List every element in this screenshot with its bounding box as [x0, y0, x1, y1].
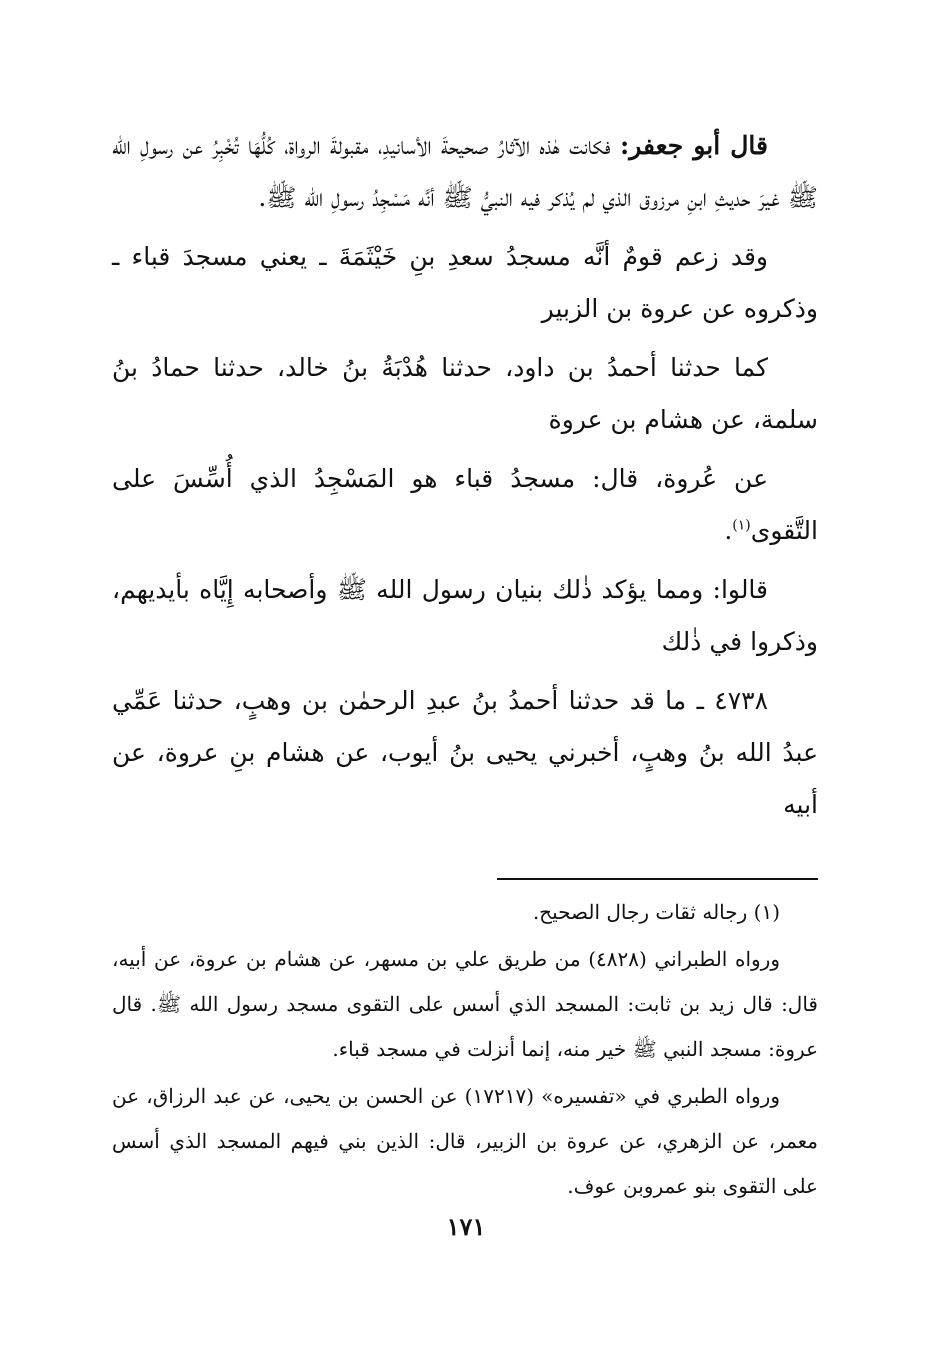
paragraph-abu-jafar [112, 120, 818, 224]
paragraph-lead: قال أبو جعفر: [620, 131, 768, 160]
main-text-block [112, 120, 818, 838]
footnote-1: (١) رجاله ثقات رجال الصحيح. [532, 900, 780, 924]
paragraph-qalu: قالوا: ومما يؤكد ذٰلك بنيان رسول الله ﷺ وأصحابه إِيَّاه بأيديهم، وذكروا في ذٰلك [112, 575, 818, 656]
paragraph-claim: وقد زعم قومٌ أنَّه مسجدُ سعدِ بنِ خَيْثَمَةَ ـ يعني مسجدَ قباء ـ وذكروه عن عروة بن الزبير [112, 242, 818, 323]
footnotes-block [112, 890, 818, 1211]
footnote-tabari: ورواه الطبري في «تفسيره» (١٧٢١٧) عن الحسن بن يحيى، عن عبد الرزاق، عن معمر، عن الزهري، عن عروة بن الزبير، قال: الذين بني فيهم المسجد الذي أسس على التقوى بنو عمروبن عوف. [112, 1084, 818, 1198]
paragraph-hadith-4738: ٤٧٣٨ ـ ما قد حدثنا أحمدُ بنُ عبدِ الرحمٰن بن وهبٍ، حدثنا عَمِّي عبدُ الله بنُ وهبٍ، أخبرني يحيى بنُ أيوب، عن هشام بنِ عروة، عن أبيه [112, 686, 818, 819]
page-number: ١٧١ [446, 1212, 486, 1241]
paragraph-text: فكانت هٰذه الآثارُ صحيحةَ الأسانيدِ، مقبولةَ الرواة، كُلُّهَا تُخْبِرُ عن رسولِ الله ﷺ غيرَ حديثِ ابنِ مرزوق الذي لم يُذكر فيه النبيُّ ﷺ أنَّه مَسْجِدُ رسولِ الله ﷺ. [112, 131, 818, 212]
footnote-reference: (١) [732, 517, 751, 534]
paragraph-isnad: كما حدثنا أحمدُ بن داود، حدثنا هُدْبَةُ بنُ خالد، حدثنا حمادُ بنُ سلمة، عن هشام بن عروة [112, 353, 818, 434]
paragraph-urwa [112, 453, 818, 557]
paragraph-text: عن عُروة، قال: مسجدُ قباء هو المَسْجِدُ الذي أُسِّسَ على التَّقوى [112, 464, 818, 545]
footnote-tabarani: ورواه الطبراني (٤٨٢٨) من طريق علي بن مسهر، عن هشام بن عروة، عن أبيه، قال: قال زيد بن ثابت: المسجد الذي أسس على التقوى مسجد رسول الله ﷺ. قال عروة: مسجد النبي ﷺ خير منه، إنما أنزلت في مسجد قباء. [112, 947, 818, 1061]
paragraph-punctuation: . [724, 516, 733, 545]
footnote-separator [497, 878, 818, 880]
